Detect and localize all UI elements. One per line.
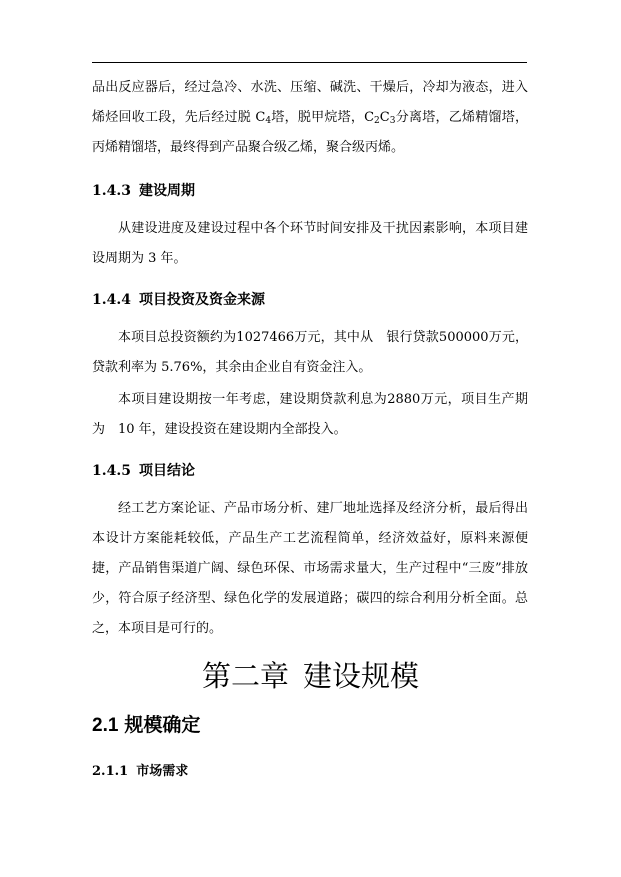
- subscript: 3: [389, 116, 396, 126]
- chapter-title: 建设规模: [303, 659, 420, 693]
- chapter-number: 第二章: [201, 659, 289, 693]
- section-heading-2-1-1: [92, 762, 188, 782]
- subscript: 2: [374, 116, 380, 126]
- subscript: 4: [265, 116, 272, 126]
- paragraph-process-continuation: [92, 73, 528, 163]
- section-heading-1-4-4: [92, 290, 265, 310]
- section-number: 1.4.3: [92, 183, 131, 199]
- paragraph-loan-interest: 本项目建设期按一年考虑，建设期贷款利息为2880万元，项目生产期为 10 年，建设投资在建设期内全部投入。: [92, 392, 528, 437]
- section-title: 项目投资及资金来源: [138, 292, 265, 308]
- section-number: 2.1: [92, 715, 119, 736]
- text-run: 品出反应器后，经过急冷、水洗、压缩、碱洗、干燥后，冷却为液态，进入烯烃回收工段，先后经过脱 C: [92, 80, 528, 125]
- section-heading-1-4-3: [92, 181, 195, 201]
- section-heading-2-1: [92, 712, 200, 740]
- section-title: 建设周期: [138, 183, 195, 199]
- section-title: 项目结论: [138, 463, 195, 479]
- text-run: 塔，脱甲烷塔，C: [271, 110, 375, 125]
- section-title: 市场需求: [136, 764, 189, 779]
- chapter-heading: [0, 656, 621, 696]
- text-run: 分离塔，乙烯精馏塔，丙烯精馏塔，最终得到产品聚合级乙烯，聚合级丙烯。: [92, 110, 528, 155]
- header-rule: [92, 62, 527, 63]
- section-title: 规模确定: [124, 715, 201, 736]
- section-number: 1.4.5: [92, 463, 131, 479]
- text-run: C: [379, 110, 390, 125]
- paragraph-conclusion: 经工艺方案论证、产品市场分析、建厂地址选择及经济分析，最后得出本设计方案能耗较低，产品生产工艺流程简单，经济效益好，原料来源便捷，产品销售渠道广阔、绿色环保、市场需求量大，生产过程中“三废”排放少，符合原子经济型、绿色化学的发展道路；碳四的综合利用分析全面。总之，本项目是可行的。: [92, 501, 528, 636]
- paragraph-investment: 本项目总投资额约为1027466万元，其中从 银行贷款500000万元，贷款利率为 5.76%，其余由企业自有资金注入。: [92, 330, 528, 375]
- section-number: 2.1.1: [92, 764, 129, 779]
- paragraph-construction-period: 从建设进度及建设过程中各个环节时间安排及干扰因素影响，本项目建设周期为 3 年。: [92, 221, 528, 266]
- section-heading-1-4-5: [92, 461, 195, 481]
- section-number: 1.4.4: [92, 292, 131, 308]
